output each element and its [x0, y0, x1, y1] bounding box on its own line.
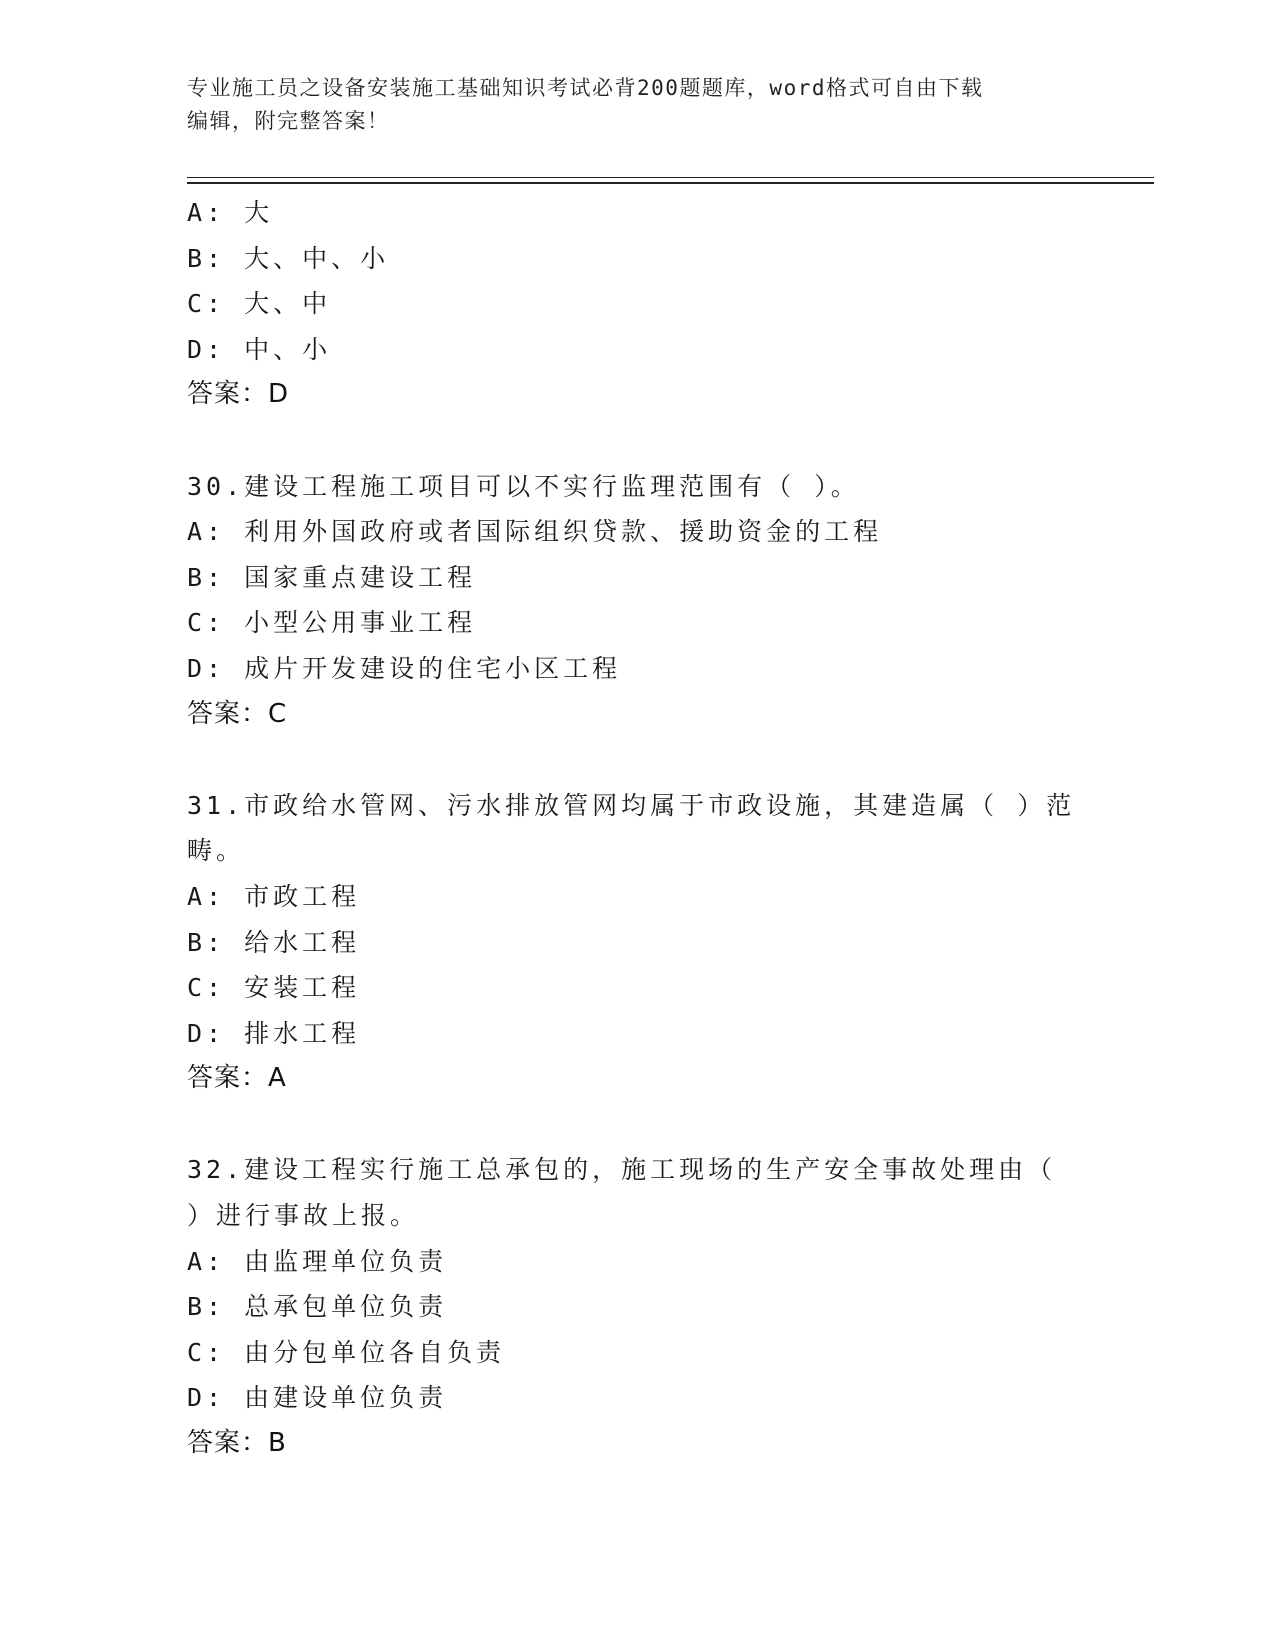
option-d: D: 中、小: [187, 334, 332, 364]
header-title-line-1: 专业施工员之设备安装施工基础知识考试必背200题题库，word格式可自由下载: [187, 76, 984, 100]
question-block-32: [187, 1147, 1087, 1466]
option-c: C: 由分包单位各自负责: [187, 1337, 506, 1367]
spacer: [187, 737, 1087, 783]
option-c: C: 小型公用事业工程: [187, 608, 477, 638]
option-c: C: 大、中: [187, 289, 332, 319]
option-b: B: 总承包单位负责: [187, 1292, 448, 1322]
question-stem-line-2: 畴。: [187, 836, 246, 866]
header-title-line-2: 编辑，附完整答案！: [187, 109, 390, 133]
question-stem-line-1: 32.建设工程实行施工总承包的，施工现场的生产安全事故处理由（: [187, 1155, 1057, 1185]
question-list: [187, 190, 1087, 1467]
option-a: A: 利用外国政府或者国际组织贷款、援助资金的工程: [187, 517, 883, 547]
spacer: [187, 1102, 1087, 1148]
question-block-partial: [187, 190, 1087, 418]
option-a: A: 市政工程: [187, 881, 361, 911]
question-block-30: [187, 464, 1087, 738]
option-c: C: 安装工程: [187, 973, 361, 1003]
option-d: D: 排水工程: [187, 1018, 361, 1048]
question-block-31: [187, 783, 1087, 1102]
answer-label: 答案：A: [187, 1063, 287, 1094]
answer-label: 答案：C: [187, 698, 288, 729]
option-b: B: 给水工程: [187, 927, 361, 957]
option-a: A: 大: [187, 198, 274, 227]
question-stem-line-1: 31.市政给水管网、污水排放管网均属于市政设施，其建造属（ ）范: [187, 790, 1076, 820]
answer-label: 答案：B: [187, 1428, 287, 1459]
option-d: D: 由建设单位负责: [187, 1383, 448, 1413]
document-header: [187, 72, 1087, 138]
option-a: A: 由监理单位负责: [187, 1246, 448, 1276]
header-divider-thick: [187, 182, 1154, 184]
question-stem: 30.建设工程施工项目可以不实行监理范围有（ ）。: [187, 471, 860, 501]
header-divider-thin: [187, 177, 1154, 178]
spacer: [187, 418, 1087, 464]
question-stem-line-2: ）进行事故上报。: [187, 1201, 420, 1231]
option-b: B: 大、中、小: [187, 243, 390, 273]
answer-label: 答案：D: [187, 379, 290, 410]
option-d: D: 成片开发建设的住宅小区工程: [187, 653, 622, 683]
option-b: B: 国家重点建设工程: [187, 562, 477, 592]
